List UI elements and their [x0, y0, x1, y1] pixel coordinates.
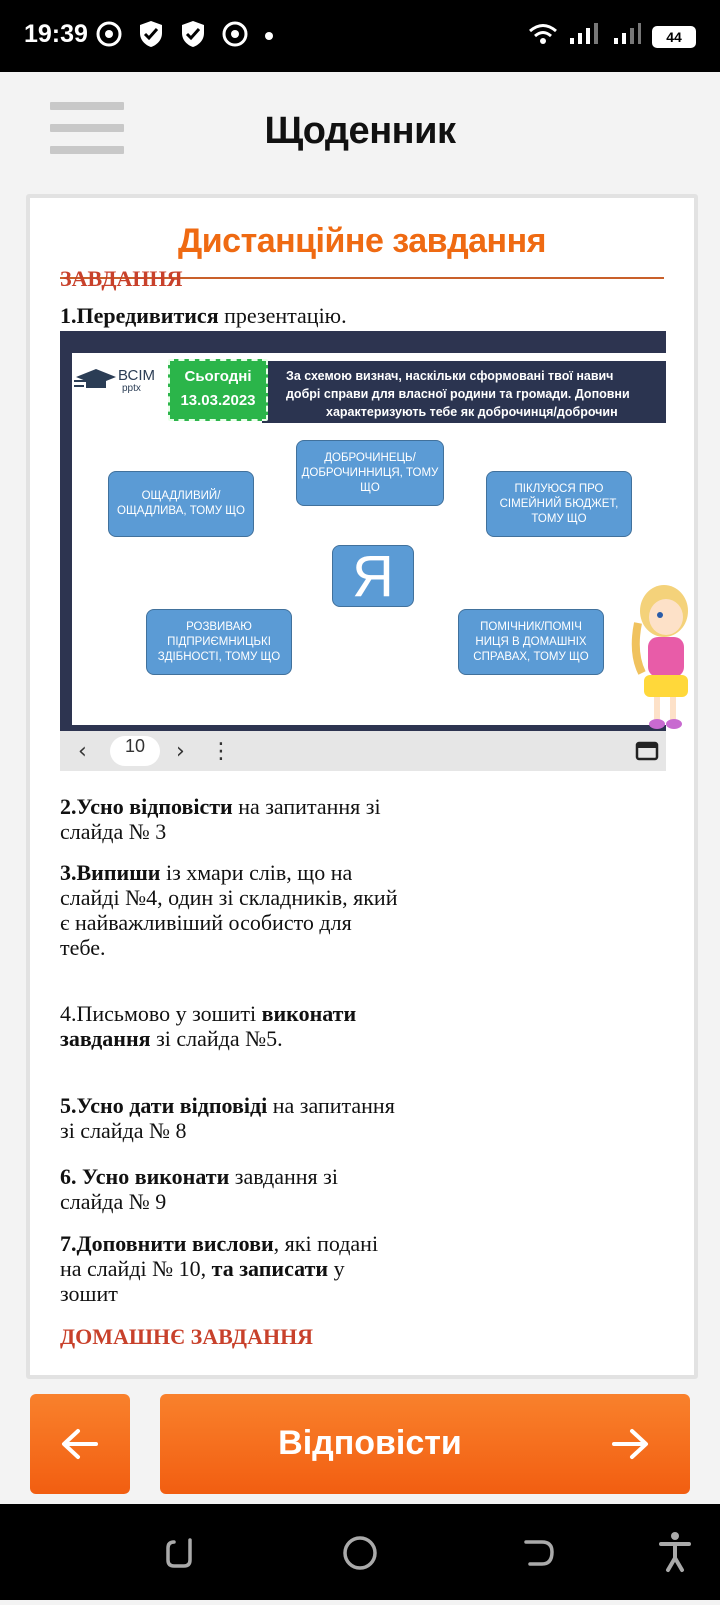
step-2 — [60, 794, 400, 844]
signal-icon — [612, 22, 642, 51]
battery-indicator: 44 — [652, 26, 696, 48]
slide — [60, 331, 666, 731]
arrow-right-icon — [610, 1428, 650, 1460]
shield-check-icon — [180, 20, 206, 53]
assignment-card — [26, 194, 698, 1379]
step-4 — [60, 1001, 400, 1051]
answer-button-label: Відповісти — [278, 1424, 462, 1462]
back-nav-icon — [494, 1504, 584, 1600]
homework-heading: ДОМАШНЄ ЗАВДАННЯ — [60, 1324, 314, 1349]
arrow-left-icon — [60, 1428, 100, 1460]
step-1-text: презентацію. — [218, 303, 347, 328]
step-4-text: зі слайда №5. — [150, 1026, 283, 1051]
more-options-icon[interactable]: ⋮ — [210, 739, 232, 764]
accessibility-button[interactable] — [630, 1504, 720, 1600]
step-7-action-2: та записати — [211, 1256, 329, 1281]
app-bar — [0, 72, 720, 192]
step-3-action: 3.Випиши — [60, 860, 161, 885]
step-6-text: завдання зі слайда № 9 — [60, 1164, 338, 1214]
prev-slide-button[interactable]: ‹ — [78, 739, 87, 764]
accessibility-icon — [630, 1504, 720, 1600]
step-5 — [60, 1093, 400, 1143]
step-1 — [60, 303, 660, 328]
chrome-icon — [96, 21, 122, 52]
step-5-action: 5.Усно дати відповіді — [60, 1093, 268, 1118]
answer-button[interactable] — [160, 1394, 690, 1494]
home-icon — [315, 1504, 405, 1600]
step-7-text-2: у зошит — [60, 1256, 345, 1306]
step-6-action: 6. Усно виконати — [60, 1164, 230, 1189]
status-time: 19:39 — [24, 20, 88, 48]
step-7-action: 7.Доповнити вислови — [60, 1231, 274, 1256]
page-title: Щоденник — [264, 110, 456, 152]
slide-center-bubble: Я — [332, 545, 414, 607]
status-bar — [0, 0, 720, 72]
chrome-icon — [222, 21, 248, 52]
step-3-text: із хмари слів, що на слайді №4, один зі складників, який є найважливіший особисто для тебе. — [60, 860, 398, 960]
step-4-action: виконати завдання — [60, 1001, 357, 1051]
step-5-text: на запитання зі слайда № 8 — [60, 1093, 395, 1143]
step-1-action: 1.Передивитися — [60, 303, 219, 328]
slide-banner — [262, 361, 666, 423]
vsim-logo-text: ВСІМ — [118, 367, 156, 384]
step-7-text: , які подані на слайді № 10, — [60, 1231, 379, 1281]
presentation-viewer[interactable] — [60, 331, 666, 771]
signal-icon — [568, 22, 602, 51]
card-title: Дистанційне завдання — [178, 222, 546, 260]
step-4-prefix: 4.Письмово у зошиті — [60, 1001, 262, 1026]
system-nav-bar — [0, 1504, 720, 1600]
home-button[interactable] — [315, 1504, 405, 1600]
dot-icon — [264, 28, 274, 46]
section-heading: ЗАВДАННЯ — [60, 266, 183, 291]
wifi-icon — [528, 22, 558, 51]
today-badge-date: 13.03.2023 — [180, 392, 256, 409]
vsim-logo-sub: pptx — [122, 383, 141, 394]
recent-apps-button[interactable] — [134, 1504, 224, 1600]
graduation-cap-icon — [74, 365, 120, 401]
banner-line: добрі справи для власної родини та громади. Доповни — [286, 387, 630, 401]
banner-line: характеризують тебе як доброчинця/доброчин — [326, 405, 618, 419]
banner-line: За схемою визнач, наскільки сформовані твої навич — [286, 369, 614, 383]
shield-check-icon — [138, 20, 164, 53]
back-nav-button[interactable] — [494, 1504, 584, 1600]
presentation-toolbar — [60, 731, 666, 771]
step-2-action: 2.Усно відповісти — [60, 794, 233, 819]
slide-bubble: ДОБРОЧИНЕЦЬ/ ДОБРОЧИННИЦЯ, ТОМУ ЩО — [296, 440, 444, 506]
step-2-text: на запитання зі слайда № 3 — [60, 794, 381, 844]
recent-apps-icon — [134, 1504, 224, 1600]
notification-icons — [96, 20, 274, 53]
girl-illustration — [630, 583, 690, 733]
today-badge[interactable] — [168, 359, 268, 421]
back-button[interactable] — [30, 1394, 130, 1494]
step-6 — [60, 1164, 400, 1214]
step-3 — [60, 860, 400, 960]
slide-number-field[interactable]: 10 — [110, 736, 160, 766]
assignment-content[interactable] — [30, 266, 694, 1379]
step-7 — [60, 1231, 400, 1306]
status-right — [528, 22, 696, 51]
fullscreen-icon[interactable] — [636, 741, 658, 767]
slide-bubble: ПОМІЧНИК/ПОМІЧ НИЦЯ В ДОМАШНІХ СПРАВАХ, ТОМУ ЩО — [458, 609, 604, 675]
slide-bubble: ОЩАДЛИВИЙ/ ОЩАДЛИВА, ТОМУ ЩО — [108, 471, 254, 537]
slide-bubble: РОЗВИВАЮ ПІДПРИЄМНИЦЬКІ ЗДІБНОСТІ, ТОМУ ЩО — [146, 609, 292, 675]
today-badge-label: Сьогодні — [184, 368, 252, 385]
slide-bubble: ПІКЛУЮСЯ ПРО СІМЕЙНИЙ БЮДЖЕТ, ТОМУ ЩО — [486, 471, 632, 537]
next-slide-button[interactable]: › — [176, 739, 185, 764]
slide-content — [72, 353, 666, 725]
